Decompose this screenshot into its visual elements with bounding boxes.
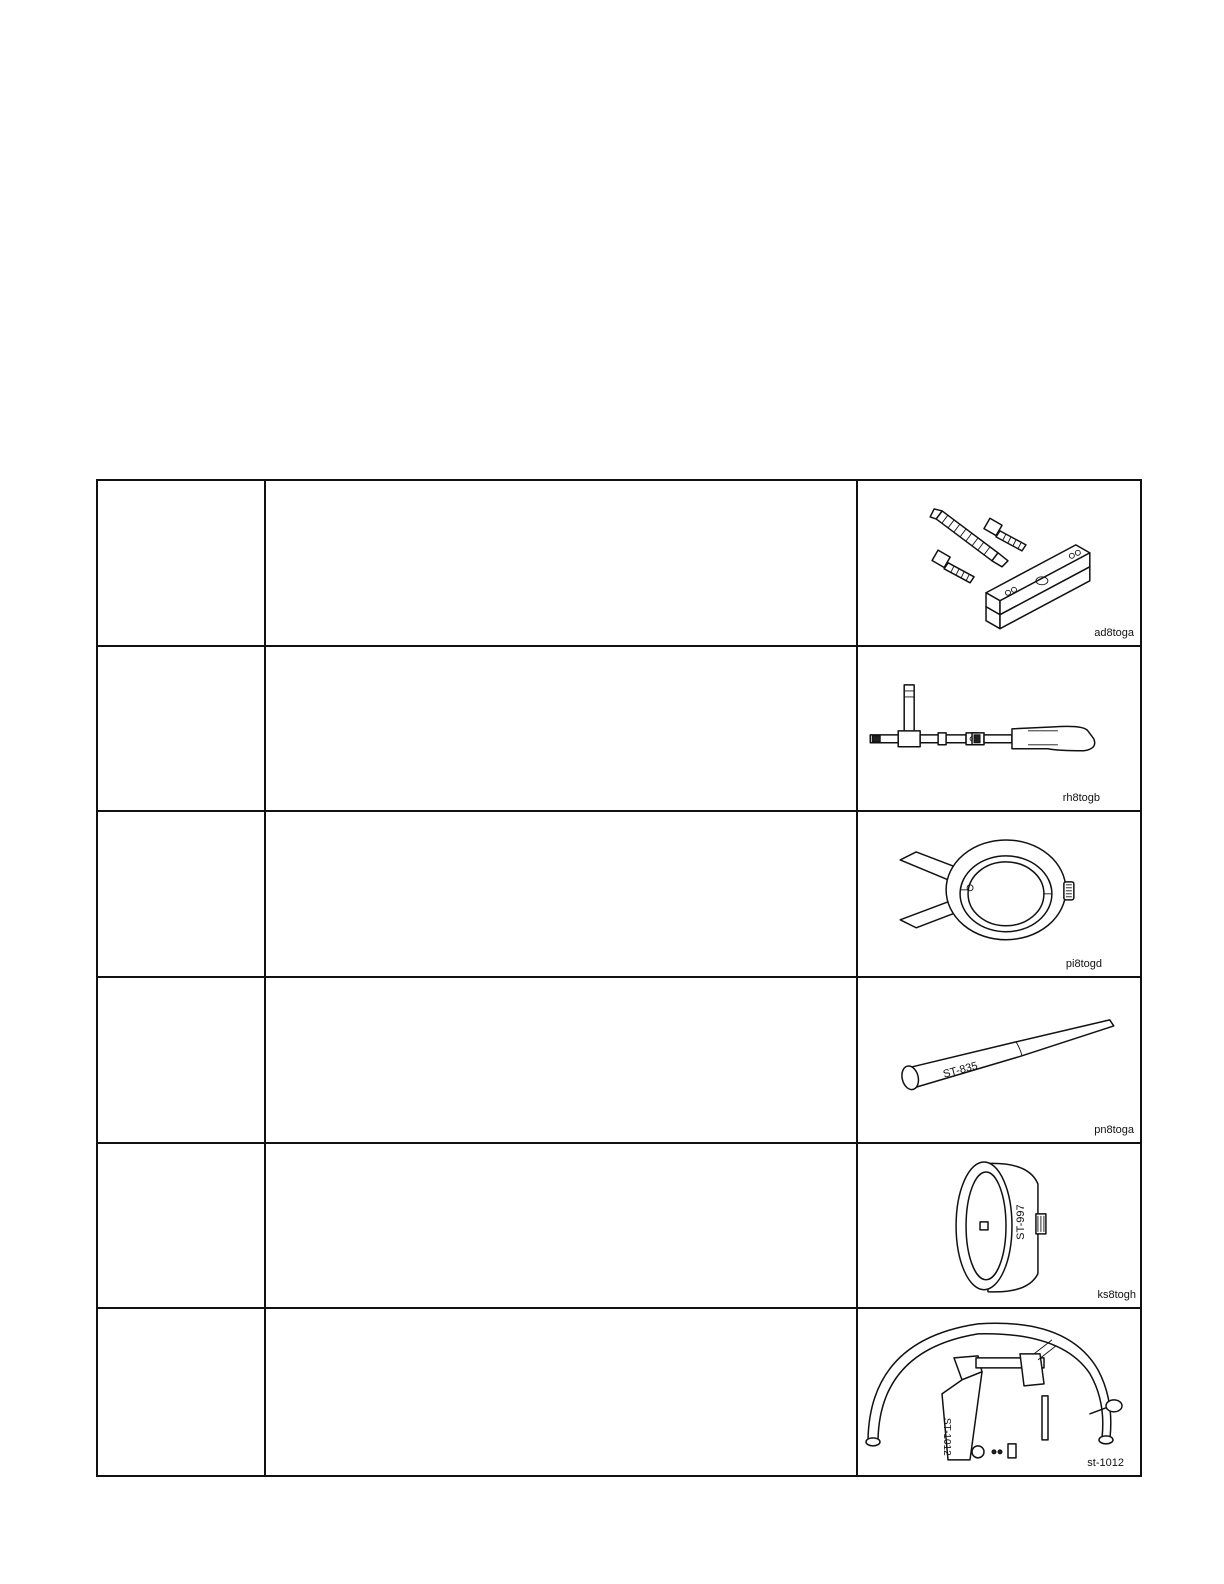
- tool-number-cell: [98, 647, 266, 813]
- part-label: ST-997: [1014, 1204, 1027, 1240]
- tool-illustration-cell: [858, 1309, 1140, 1475]
- tool-illustration-cell: [858, 647, 1140, 813]
- part-label: ST-1012: [941, 1418, 952, 1456]
- tool-number-cell: [98, 812, 266, 978]
- tap-handle-icon: [858, 647, 1140, 811]
- tool-number-cell: [98, 481, 266, 647]
- tool-description-cell: [266, 647, 858, 813]
- tool-number-cell: [98, 1144, 266, 1310]
- tapered-sleeve-icon: [858, 978, 1140, 1142]
- tool-description-cell: [266, 1309, 858, 1475]
- spring-compressor-icon: [858, 1309, 1140, 1475]
- figure-code: ad8toga: [1094, 626, 1134, 639]
- tool-illustration-cell: [858, 1144, 1140, 1310]
- tool-illustration-cell: [858, 978, 1140, 1144]
- figure-code: st-1012: [1087, 1457, 1124, 1469]
- figure-code: rh8togb: [1062, 792, 1100, 805]
- tool-description-cell: [266, 978, 858, 1144]
- puller-tool-icon: [858, 481, 1140, 645]
- figure-code: ks8togh: [1097, 1289, 1136, 1302]
- tool-illustration-cell: [858, 481, 1140, 647]
- tool-description-cell: [266, 812, 858, 978]
- tool-number-cell: [98, 978, 266, 1144]
- tool-illustration-cell: [858, 812, 1140, 978]
- special-tools-table: [96, 479, 1142, 1477]
- tool-description-cell: [266, 1144, 858, 1310]
- ring-compressor-icon: [858, 812, 1140, 976]
- figure-code: pi8togd: [1065, 958, 1102, 970]
- part-label: ST-835: [941, 1059, 980, 1081]
- figure-code: pn8toga: [1094, 1123, 1134, 1136]
- seal-installer-icon: [858, 1144, 1140, 1308]
- tool-description-cell: [266, 481, 858, 647]
- tool-number-cell: [98, 1309, 266, 1475]
